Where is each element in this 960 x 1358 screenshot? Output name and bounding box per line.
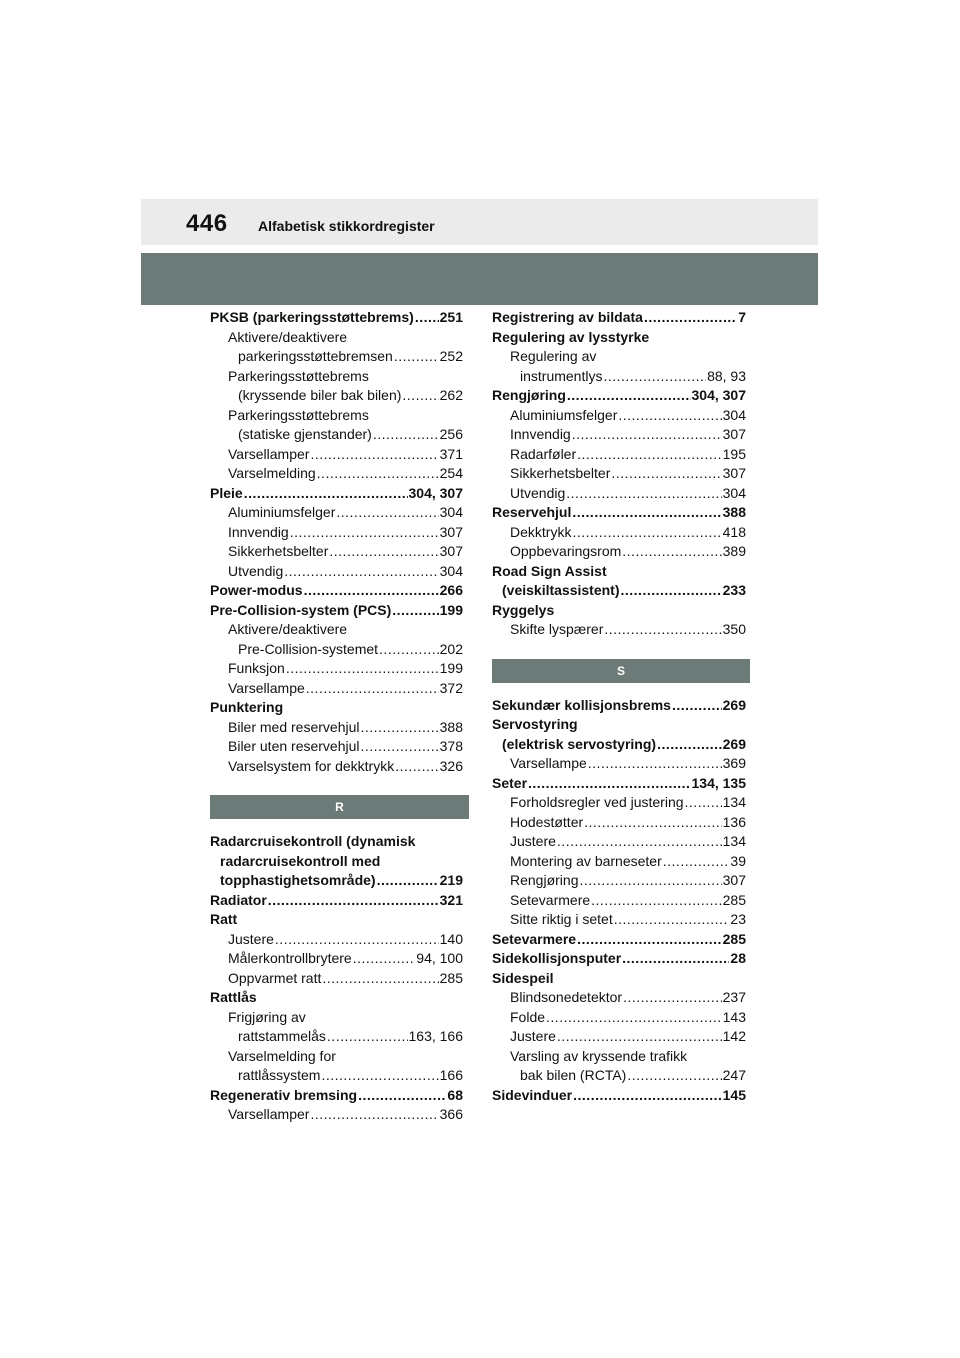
index-entry-page: 142 [722,1028,746,1044]
index-entry-term: Servostyring [492,716,578,732]
index-entry [492,562,746,582]
index-entry-term: Justere [510,1028,556,1044]
index-entry-term: Seter [492,774,528,791]
index-entry [210,737,463,757]
index-entry-term: Varselmelding [228,465,316,481]
letter-section-header: R [210,795,469,819]
letter-section-header: S [492,659,750,683]
index-entry-term: Varselsystem for dekktrykk [228,757,395,774]
index-entry-page: 143 [722,1008,746,1025]
dot-leader [685,793,722,813]
index-entry [210,1008,463,1028]
header-dark-band [141,253,818,305]
index-entry-term: Målerkontrollbrytere [228,950,352,966]
index-entry [210,988,463,1008]
dot-leader [244,484,408,504]
index-entry-term: Montering av barneseter [510,852,662,869]
index-entry [210,386,463,406]
index-entry-term: Radiator [210,891,267,908]
index-entry-page: 369 [722,755,746,771]
dot-leader [591,891,721,911]
index-entry-term: Regulering av [510,348,597,364]
dot-leader [268,891,439,911]
index-entry-page: 304, 307 [691,387,746,403]
index-entry-term: Hodestøtter [510,813,584,830]
index-entry [210,871,463,891]
index-entry [492,1027,746,1047]
index-entry-term: Rengjøring [510,872,579,888]
index-entry-page: 247 [722,1067,746,1083]
index-entry-term: Aktivere/deaktivere [228,621,348,637]
index-entry-term: Funksjon [228,660,285,676]
index-entry-page: 262 [439,387,463,403]
index-entry-page: 256 [439,426,463,442]
index-entry [492,910,746,930]
index-entry-page: 372 [439,679,463,696]
index-entry-term: Biler med reservehjul [228,718,360,735]
dot-leader [573,1086,722,1106]
index-entry [210,832,463,852]
dot-leader [306,679,439,699]
dot-leader [321,1066,438,1086]
index-entry-page: 307 [722,872,746,888]
dot-leader [353,949,416,969]
index-entry [210,620,463,640]
index-entry-term: Utvendig [228,562,284,579]
index-entry [210,891,463,911]
dot-leader [317,464,439,484]
index-entry [210,949,463,969]
index-entry-page: 378 [439,738,463,754]
dot-leader [572,425,722,445]
index-entry-term: Rattlås [210,989,257,1005]
index-entry [492,445,746,465]
index-entry-page: 94, 100 [416,950,463,966]
index-entry-term: Oppvarmet ratt [228,969,322,986]
index-entry-term: Sidekollisjonsputer [492,950,622,966]
index-entry-page: 304 [722,484,746,501]
index-entry-page: 285 [439,969,463,986]
index-entry-page: 350 [722,621,746,637]
index-entry [210,1066,463,1086]
index-entry-term: Pre-Collision-systemet [238,640,379,657]
index-entry-term: (kryssende biler bak bilen) [238,387,402,403]
index-entry-page: 219 [439,872,463,888]
index-entry-term: Varselmelding for [228,1047,336,1064]
index-entry-term: Justere [510,833,556,849]
index-entry-term: Sidespeil [492,969,554,986]
index-entry-term: Dekktrykk [510,523,572,540]
index-entry [492,988,746,1008]
index-entry [210,308,463,328]
index-entry-term: Folde [510,1008,546,1025]
index-entry-term: Frigjøring av [228,1008,306,1025]
index-entry [492,1047,746,1067]
index-entry [210,425,463,445]
index-entry [492,774,746,794]
dot-leader [672,696,722,716]
index-entry [492,581,746,601]
index-entry-term: instrumentlys [520,367,603,384]
dot-leader [361,718,439,738]
index-entry [492,328,746,348]
index-entry [210,640,463,660]
index-entry [210,1047,463,1067]
dot-leader [402,386,438,406]
index-entry [210,484,463,504]
index-entry [210,562,463,582]
index-entry [210,1105,463,1125]
index-entry [210,523,463,543]
index-entry-term: Varsellamper [228,445,310,462]
index-entry-term: Innvendig [228,523,289,540]
index-entry-page: 307 [722,426,746,442]
index-entry-page: 39 [730,852,746,869]
index-entry-term: Forholdsregler ved justering [510,794,684,810]
index-entry-term: Road Sign Assist [492,562,607,579]
index-entry-term: Varsellampe [228,679,305,696]
index-entry-page: 251 [439,309,463,325]
index-entry-page: 199 [439,601,463,618]
index-entry [210,601,463,621]
index-entry-term: Rengjøring [492,387,566,403]
index-entry [492,813,746,833]
dot-leader [614,910,730,930]
index-entry-term: Radarcruisekontroll (dynamisk [210,833,416,849]
index-entry-page: 326 [439,757,463,774]
index-entry-term: Varsling av kryssende trafikk [510,1047,688,1064]
index-entry [492,601,746,621]
index-entry-page: 28 [730,950,746,966]
dot-leader [577,445,722,465]
index-entry-page: 307 [439,543,463,559]
index-entry-term: bak bilen (RCTA) [520,1067,627,1083]
index-entry-page: 304 [439,562,463,579]
index-entry [492,523,746,543]
index-entry-term: (statiske gjenstander) [238,426,372,442]
index-entry-page: 252 [439,348,463,364]
section-title: Alfabetisk stikkordregister [258,218,435,234]
dot-leader [394,347,439,367]
index-entry-term: rattlåssystem [238,1067,321,1083]
dot-leader [361,737,439,757]
dot-leader [395,757,438,777]
index-entry [210,659,463,679]
index-entry-term: Aluminiumsfelger [510,406,618,423]
index-entry [210,542,463,562]
index-entry-page: 233 [722,582,746,598]
index-entry-term: Ratt [210,911,238,927]
index-entry-page: 388 [722,504,746,520]
dot-leader [566,484,721,504]
index-entry-term: Sitte riktig i setet [510,911,613,927]
index-entry-term: Setevarmere [510,891,591,908]
index-entry-term: Pleie [210,484,243,501]
index-entry-page: 388 [439,718,463,735]
index-entry-term: Punktering [210,699,284,715]
index-entry [492,425,746,445]
index-entry [492,542,746,562]
index-entry [210,347,463,367]
index-entry-term: Aluminiumsfelger [228,504,336,520]
index-entry-page: 389 [722,543,746,559]
index-entry [210,698,463,718]
dot-leader [622,949,729,969]
index-entry-page: 7 [738,309,746,325]
dot-leader [329,542,438,562]
index-entry-page: 202 [439,640,463,657]
index-entry [492,696,746,716]
index-entry-term: Aktivere/deaktivere [228,328,348,345]
dot-leader [657,735,722,755]
header-band [141,199,818,245]
index-entry-term: Sikkerhetsbelter [510,465,611,481]
dot-leader [644,308,737,328]
dot-leader [310,445,438,465]
index-entry-term: Sidevinduer [492,1086,573,1103]
index-entry [210,503,463,523]
index-entry-term: Varsellampe [510,755,587,771]
index-entry-page: 285 [722,930,746,947]
index-entry-term: Setevarmere [492,930,577,947]
index-entry-page: 166 [439,1067,463,1083]
index-entry [210,969,463,989]
dot-leader [322,969,438,989]
index-entry-term: Sekundær kollisjonsbrems [492,696,671,713]
index-entry [210,464,463,484]
index-entry [492,891,746,911]
dot-leader [618,406,721,426]
index-entry [492,367,746,387]
index-entry-term: Innvendig [510,426,571,442]
dot-leader [622,542,721,562]
index-entry-term: Radarføler [510,445,577,462]
index-entry-term: Parkeringsstøttebrems [228,406,369,423]
index-entry [492,969,746,989]
index-entry-term: Power-modus [210,582,303,598]
index-entry [492,793,746,813]
index-entry [210,445,463,465]
index-entry-term: (elektrisk servostyring) [502,735,657,752]
dot-leader [336,503,438,523]
index-entry [492,930,746,950]
dot-leader [603,367,706,387]
dot-leader [284,562,438,582]
index-entry-page: 304 [439,504,463,520]
index-entry [492,832,746,852]
index-entry-term: parkeringsstøttebremsen [238,348,393,364]
dot-leader [584,813,722,833]
dot-leader [577,930,722,950]
dot-leader [379,640,439,660]
dot-leader [546,1008,722,1028]
index-entry-page: 307 [722,465,746,481]
index-entry [210,852,463,872]
index-entry-term: radarcruisekontroll med [220,852,381,869]
index-entry [210,1086,463,1106]
index-entry [492,386,746,406]
index-entry-term: topphastighetsområde) [220,872,376,888]
index-entry [210,930,463,950]
index-entry-page: 134 [722,833,746,849]
index-entry-term: Blindsonedetektor [510,989,623,1005]
index-entry [492,308,746,328]
index-entry [492,871,746,891]
index-entry [210,328,463,348]
index-entry-term: Oppbevaringsrom [510,543,622,559]
dot-leader [310,1105,438,1125]
index-entry-page: 140 [439,930,463,947]
index-entry-page: 195 [722,445,746,462]
index-entry [492,503,746,523]
index-entry-page: 307 [439,523,463,540]
index-entry-term: Varsellamper [228,1106,310,1122]
index-entry-term: Regulering av lysstyrke [492,328,650,345]
dot-leader [627,1066,721,1086]
index-entry-page: 134, 135 [691,774,746,791]
index-entry [492,852,746,872]
index-entry-page: 371 [439,445,463,462]
index-entry-page: 136 [722,813,746,830]
index-entry [210,406,463,426]
dot-leader [567,386,691,406]
index-entry-term: Ryggelys [492,601,555,618]
dot-leader [604,620,721,640]
dot-leader [621,581,722,601]
index-entry-page: 321 [439,891,463,908]
index-entry-page: 269 [722,696,746,713]
index-entry [492,754,746,774]
index-entry-page: 23 [730,911,746,927]
dot-leader [572,523,721,543]
dot-leader [623,988,722,1008]
index-entry-term: Biler uten reservehjul [228,738,360,754]
index-entry-term: Sikkerhetsbelter [228,543,329,559]
index-entry-page: 269 [722,735,746,752]
index-entry-term: Utvendig [510,484,566,501]
page-number: 446 [186,210,228,237]
index-entry-page: 418 [722,523,746,540]
index-entry-page: 366 [439,1106,463,1122]
dot-leader [579,871,721,891]
index-entry [210,581,463,601]
dot-leader [557,1027,722,1047]
dot-leader [327,1027,408,1047]
index-entry [492,949,746,969]
index-column-right [492,308,746,1105]
index-entry [492,484,746,504]
dot-leader [304,581,439,601]
dot-leader [588,754,722,774]
index-entry-term: rattstammelås [238,1028,326,1044]
dot-leader [377,871,439,891]
index-entry [210,367,463,387]
dot-leader [286,659,439,679]
index-entry [492,347,746,367]
index-entry-term: Registrering av bildata [492,309,643,325]
index-entry-page: 266 [439,582,463,598]
index-entry-page: 88, 93 [707,367,746,384]
index-entry-term: Parkeringsstøttebrems [228,367,369,384]
dot-leader [557,832,722,852]
index-entry [210,679,463,699]
index-entry-page: 199 [439,660,463,676]
index-entry-page: 237 [722,989,746,1005]
index-entry [492,620,746,640]
index-column-left [210,308,463,1125]
dot-leader [392,601,438,621]
index-entry-page: 68 [447,1086,463,1103]
index-entry-term: Regenerativ bremsing [210,1086,358,1103]
index-entry-term: Reservehjul [492,504,572,520]
index-entry-page: 134 [722,794,746,810]
dot-leader [528,774,690,794]
index-entry-term: PKSB (parkeringsstøttebrems) [210,309,414,325]
index-entry-page: 163, 166 [408,1028,463,1044]
index-entry [210,910,463,930]
index-entry [492,406,746,426]
dot-leader [572,503,721,523]
index-entry-page: 304 [722,406,746,423]
index-entry-page: 254 [439,465,463,481]
index-entry-term: (veiskiltassistent) [502,582,620,598]
dot-leader [358,1086,446,1106]
index-entry [210,1027,463,1047]
index-entry-page: 145 [722,1086,746,1103]
dot-leader [611,464,721,484]
index-entry-page: 285 [722,891,746,908]
index-entry [492,735,746,755]
dot-leader [663,852,730,872]
index-entry [492,1066,746,1086]
index-entry-term: Justere [228,930,274,947]
dot-leader [275,930,439,950]
index-entry [492,464,746,484]
index-entry [210,718,463,738]
index-entry-page: 304, 307 [408,484,463,501]
index-entry [210,757,463,777]
index-entry-term: Skifte lyspærer [510,621,604,637]
index-entry [492,1008,746,1028]
dot-leader [290,523,439,543]
dot-leader [415,308,439,328]
index-entry [492,1086,746,1106]
index-entry [492,715,746,735]
index-entry-term: Pre-Collision-system (PCS) [210,601,392,618]
dot-leader [373,425,439,445]
